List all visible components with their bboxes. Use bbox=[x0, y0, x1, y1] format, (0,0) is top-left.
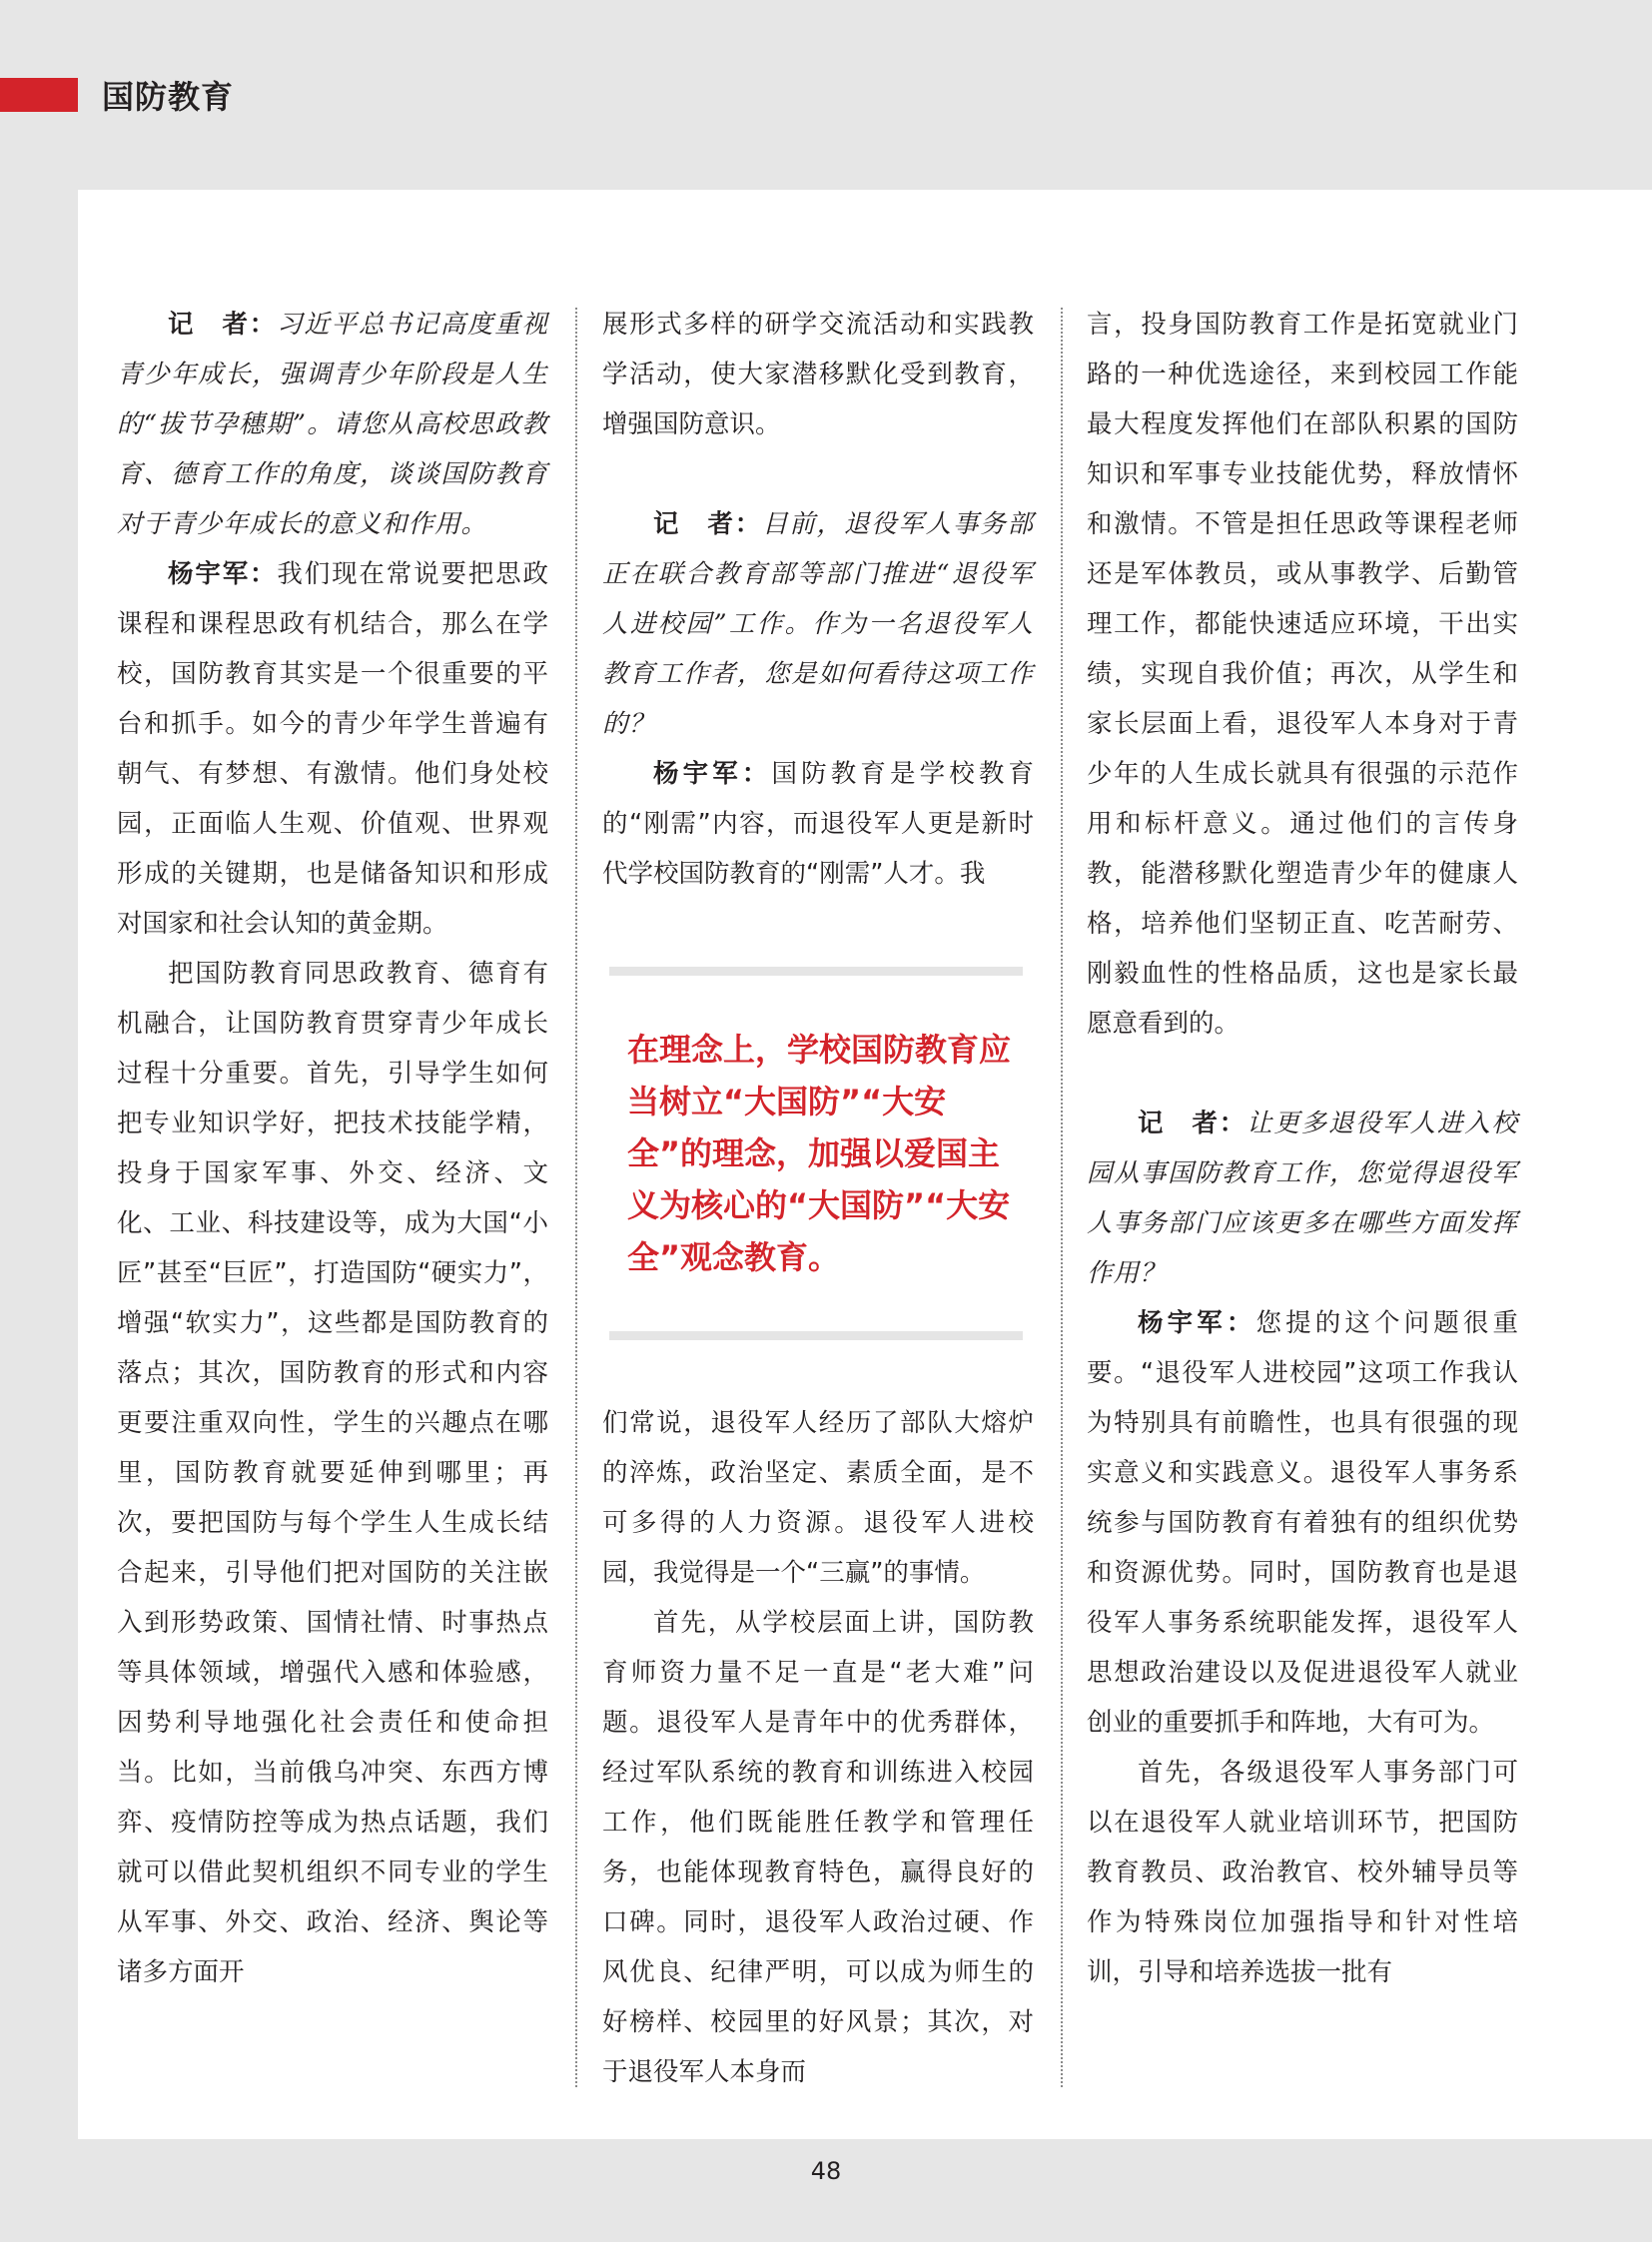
column-divider bbox=[1061, 308, 1063, 2087]
body-paragraph: 言，投身国防教育工作是拓宽就业门路的一种优选途径，来到校园工作能最大程度发挥他们在部队积累的国防知识和军事专业技能优势，释放情怀和激情。不管是担任思政等课程老师还是军体教员，或从事教学、后勤管理工作，都能快速适应环境，干出实绩，实现自我价值；再次，从学生和家长层面上看，退役军人本身对于青少年的人生成长就具有很强的示范作用和标杆意义。通过他们的言传身教，能潜移默化塑造青少年的健康人格，培养他们坚韧正直、吃苦耐劳、刚毅血性的性格品质，这也是家长最愿意看到的。 bbox=[1087, 310, 1518, 1039]
section-title: 国防教育 bbox=[102, 78, 235, 116]
answer-text: 我们现在常说要把思政课程和课程思政有机结合，那么在学校，国防教育其实是一个很重要的平台和抓手。如今的青少年学生普遍有朝气、有梦想、有激情。他们身处校园，正面临人生观、价值观、世界观形成的关键期，也是储备知识和形成对国家和社会认知的黄金期。 bbox=[117, 559, 548, 939]
body-paragraph: 展形式多样的研学交流活动和实践教学活动，使大家潜移默化受到教育，增强国防意识。 bbox=[602, 310, 1034, 439]
column-3 bbox=[1087, 300, 1518, 1997]
question-text: 习近平总书记高度重视青少年成长，强调青少年阶段是人生的“拔节孕穗期”。请您从高校思政教育、德育工作的角度，谈谈国防教育对于青少年成长的意义和作用。 bbox=[117, 310, 548, 539]
speaker-label: 杨宇军： bbox=[1138, 1308, 1256, 1338]
answer-paragraph bbox=[1087, 1298, 1518, 1748]
reporter-question bbox=[602, 499, 1034, 749]
body-paragraph: 首先，各级退役军人事务部门可以在退役军人就业培训环节，把国防教育教员、政治教官、校外辅导员等作为特殊岗位加强指导和针对性培训，引导和培养选拔一批有 bbox=[1087, 1758, 1518, 1987]
pull-quote-text: 在理念上，学校国防教育应当树立“大国防”“大安全”的理念，加强以爱国主义为核心的“大国防”“大安全”观念教育。 bbox=[627, 1031, 1012, 1276]
page-number: 48 bbox=[810, 2157, 842, 2185]
speaker-label: 杨宇军： bbox=[168, 559, 278, 589]
speaker-label: 杨宇军： bbox=[653, 759, 772, 789]
body-paragraph: 们常说，退役军人经历了部队大熔炉的淬炼，政治坚定、素质全面，是不可多得的人力资源。退役军人进校园，我觉得是一个“三赢”的事情。 bbox=[602, 1408, 1034, 1588]
pull-quote bbox=[609, 967, 1023, 1340]
paragraph-gap bbox=[1087, 1049, 1518, 1099]
speaker-label: 记 者： bbox=[1138, 1109, 1247, 1138]
column-divider bbox=[575, 308, 577, 2087]
section-color-marker bbox=[0, 78, 78, 112]
question-text: 目前，退役军人事务部正在联合教育部等部门推进“退役军人进校园”工作。作为一名退役军人教育工作者，您是如何看待这项工作的？ bbox=[602, 509, 1034, 739]
body-paragraph: 首先，从学校层面上讲，国防教育师资力量不足一直是“老大难”问题。退役军人是青年中的优秀群体，经过军队系统的教育和训练进入校园工作，他们既能胜任教学和管理任务，也能体现教育特色，赢得良好的口碑。同时，退役军人政治过硬、作风优良、纪律严明，可以成为师生的好榜样、校园里的好风景；其次，对于退役军人本身而 bbox=[602, 1608, 1034, 2087]
reporter-question bbox=[1087, 1099, 1518, 1298]
pull-quote-bottom-rule bbox=[609, 1331, 1023, 1340]
answer-paragraph bbox=[117, 549, 548, 949]
speaker-label: 记 者： bbox=[653, 509, 763, 539]
body-paragraph: 把国防教育同思政教育、德育有机融合，让国防教育贯穿青少年成长过程十分重要。首先，引导学生如何把专业知识学好，把技术技能学精，投身于国家军事、外交、经济、文化、工业、科技建设等，成为大国“小匠”甚至“巨匠”，打造国防“硬实力”，增强“软实力”，这些都是国防教育的落点；其次，国防教育的形式和内容更要注重双向性，学生的兴趣点在哪里，国防教育就要延伸到哪里；再次，要把国防与每个学生人生成长结合起来，引导他们把对国防的关注嵌入到形势政策、国情社情、时事热点等具体领域，增强代入感和体验感，因势利导地强化社会责任和使命担当。比如，当前俄乌冲突、东西方博弈、疫情防控等成为热点话题，我们就可以借此契机组织不同专业的学生从军事、外交、政治、经济、舆论等诸多方面开 bbox=[117, 959, 548, 1987]
column-1 bbox=[117, 300, 548, 1997]
question-text: 让更多退役军人进入校园从事国防教育工作，您觉得退役军人事务部门应该更多在哪些方面发挥作用？ bbox=[1087, 1109, 1518, 1288]
answer-paragraph bbox=[602, 749, 1034, 899]
pull-quote-top-rule bbox=[609, 967, 1023, 976]
answer-text: 国防教育是学校教育的“刚需”内容，而退役军人更是新时代学校国防教育的“刚需”人才。我 bbox=[602, 759, 1034, 889]
speaker-label: 记 者： bbox=[168, 310, 278, 340]
reporter-question bbox=[117, 300, 548, 549]
paragraph-gap bbox=[602, 449, 1034, 499]
answer-text: 您提的这个问题很重要。“退役军人进校园”这项工作我认为特别具有前瞻性，也具有很强的现实意义和实践意义。退役军人事务系统参与国防教育有着独有的组织优势和资源优势。同时，国防教育也是退役军人事务系统职能发挥，退役军人思想政治建设以及促进退役军人就业创业的重要抓手和阵地，大有可为。 bbox=[1087, 1308, 1518, 1738]
